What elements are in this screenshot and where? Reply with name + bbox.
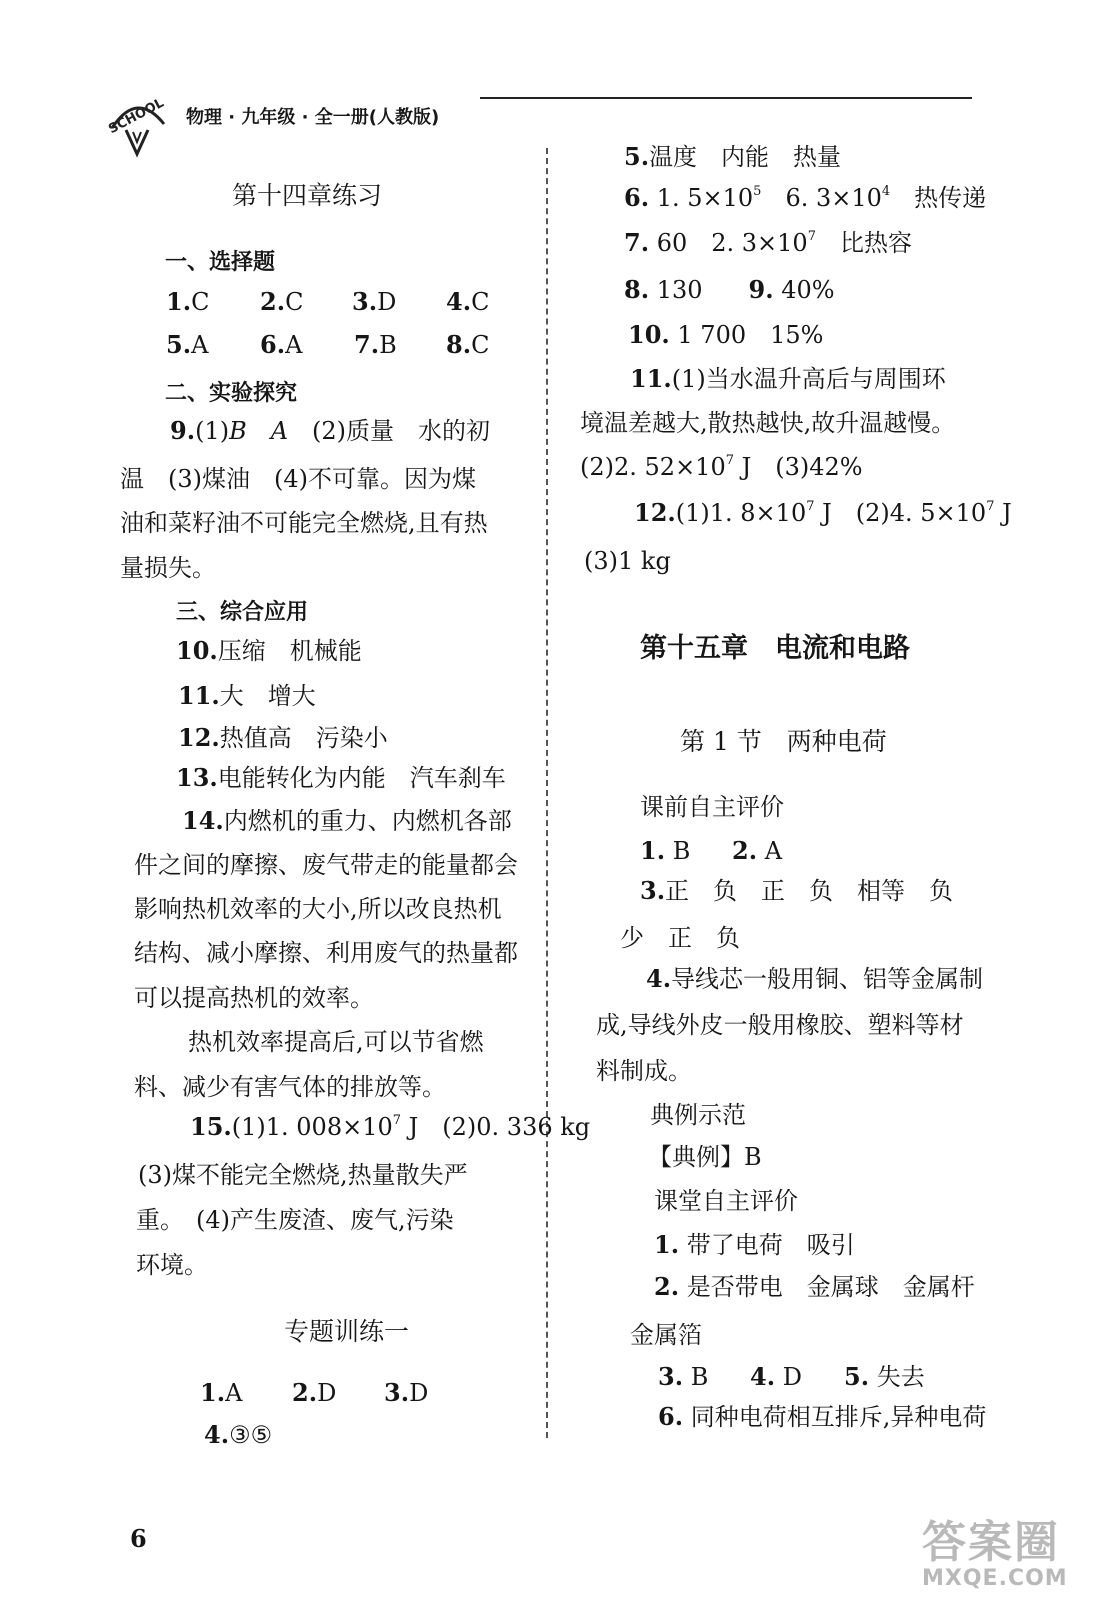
mc-item: 4.C: [446, 287, 490, 316]
mc-item: 6.A: [260, 330, 303, 359]
watermark: [922, 1506, 1068, 1591]
r-class-2-line2: 金属箔: [630, 1321, 702, 1349]
training-title: 专题训练一: [284, 1317, 410, 1346]
watermark-url: MXQE.COM: [922, 1566, 1068, 1591]
q15-line3: 重。 (4)产生废渣、废气,污染: [136, 1206, 454, 1234]
training-item: 2.D: [292, 1378, 337, 1407]
mc-row-1: [166, 287, 489, 317]
training-row-1: [200, 1378, 428, 1408]
q9-line2: 温 (3)煤油 (4)不可靠。因为煤: [120, 465, 476, 493]
r-class-6: 6. 同种电荷相互排斥,异种电荷: [658, 1402, 987, 1431]
q13: 13.电能转化为内能 汽车刹车: [176, 763, 506, 792]
class-item: 4. D: [750, 1362, 802, 1391]
r-pre-4-line3: 料制成。: [596, 1057, 692, 1085]
example-heading: 典例示范: [650, 1101, 746, 1129]
mc-item: 3.D: [352, 287, 397, 316]
q9-line3: 油和菜籽油不可能完全燃烧,且有热: [120, 509, 488, 537]
r-class-3-5: [658, 1362, 925, 1392]
q12: 12.热值高 污染小: [178, 723, 388, 752]
r-q6: 6. 1. $5\times 10^5$ 6. $3\times 10^4$ 热传递: [624, 183, 987, 212]
q14-line6: 热机效率提高后,可以节省燃: [188, 1028, 484, 1056]
class-item: 3. B: [658, 1362, 709, 1391]
r-q5: 5.温度 内能 热量: [624, 142, 842, 171]
r-q12-line2: (3)1 kg: [584, 547, 671, 575]
watermark-logo: 答案圈: [922, 1517, 1060, 1568]
header-rule: [480, 97, 972, 99]
ch14-title: 第十四章练习: [232, 181, 383, 210]
column-divider: [546, 148, 548, 1438]
training-item: 3.D: [384, 1378, 429, 1407]
training-item: 1.A: [200, 1378, 243, 1407]
r-q10: 10. 1 700 15%: [628, 320, 824, 349]
q14-line1: 14.内燃机的重力、内燃机各部: [182, 806, 512, 835]
school-logo: [98, 88, 176, 158]
r-pre-4-line2: 成,导线外皮一般用橡胶、塑料等材: [596, 1011, 964, 1039]
section-choice: 一、选择题: [165, 250, 276, 275]
r-q8-q9: 8. 130 9. 40%: [624, 275, 835, 304]
r-q12-line1: 12.(1)1. $8\times 10^7$ J (2)4. $5\times 10^7$ J: [634, 498, 1012, 527]
book-title: 物理 · 九年级 · 全一册(人教版): [186, 107, 440, 128]
pre-item: 1. B: [640, 836, 691, 865]
q14-line3: 影响热机效率的大小,所以改良热机: [134, 895, 502, 923]
training-item-4: 4.③⑤: [204, 1420, 273, 1449]
r-q11-line3: (2)2. $52\times 10^7$ J (3)42%: [580, 453, 863, 481]
r-class-2-line1: 2. 是否带电 金属球 金属杆: [654, 1272, 975, 1301]
svg-text:SCHOOL: SCHOOL: [106, 95, 167, 138]
mc-item: 1.C: [166, 287, 210, 316]
section-application: 三、综合应用: [176, 600, 309, 625]
q15-line4: 环境。: [136, 1251, 208, 1279]
class-item: 5. 失去: [844, 1362, 925, 1391]
q14-line7: 料、减少有害气体的排放等。: [134, 1073, 446, 1101]
q14-line5: 可以提高热机的效率。: [134, 984, 374, 1012]
pre-eval-heading: 课前自主评价: [640, 793, 784, 821]
r-q11-line1: 11.(1)当水温升高后与周围环: [630, 364, 946, 393]
r-pre-3-line1: 3.正 负 正 负 相等 负: [640, 876, 954, 905]
q10: 10.压缩 机械能: [176, 636, 362, 665]
mc-row-2: [166, 330, 489, 360]
ch15-title: 第十五章 电流和电路: [640, 633, 910, 664]
class-eval-heading: 课堂自主评价: [654, 1187, 798, 1215]
r-pre-1-2: [640, 836, 782, 866]
q9-line1: 9.(1)B A (2)质量 水的初: [170, 416, 491, 445]
r-pre-4-line1: 4.导线芯一般用铜、铝等金属制: [646, 964, 984, 993]
q11: 11.大 增大: [178, 681, 316, 710]
r-pre-3-line2: 少 正 负: [620, 924, 740, 952]
mc-item: 7.B: [354, 330, 397, 359]
q9-line4: 量损失。: [120, 554, 216, 582]
example-answer: 【典例】B: [648, 1143, 762, 1171]
mc-item: 5.A: [166, 330, 209, 359]
q14-line2: 件之间的摩擦、废气带走的能量都会: [134, 851, 518, 879]
q15-line1: 15.(1)1. $008\times 10^7$ J (2)0. 336 kg: [190, 1112, 591, 1141]
q14-line4: 结构、减小摩擦、利用废气的热量都: [134, 939, 518, 967]
section-experiment: 二、实验探究: [165, 381, 298, 406]
mc-item: 8.C: [446, 330, 490, 359]
page-number: 6: [130, 1524, 147, 1553]
pre-item: 2. A: [732, 836, 783, 865]
section1-title: 第 1 节 两种电荷: [680, 727, 887, 756]
r-q7: 7. 60 2. $3\times 10^7$ 比热容: [624, 228, 912, 257]
r-q11-line2: 境温差越大,散热越快,故升温越慢。: [580, 409, 956, 437]
q15-line2: (3)煤不能完全燃烧,热量散失严: [138, 1161, 468, 1189]
r-class-1: 1. 带了电荷 吸引: [654, 1230, 855, 1259]
mc-item: 2.C: [260, 287, 304, 316]
